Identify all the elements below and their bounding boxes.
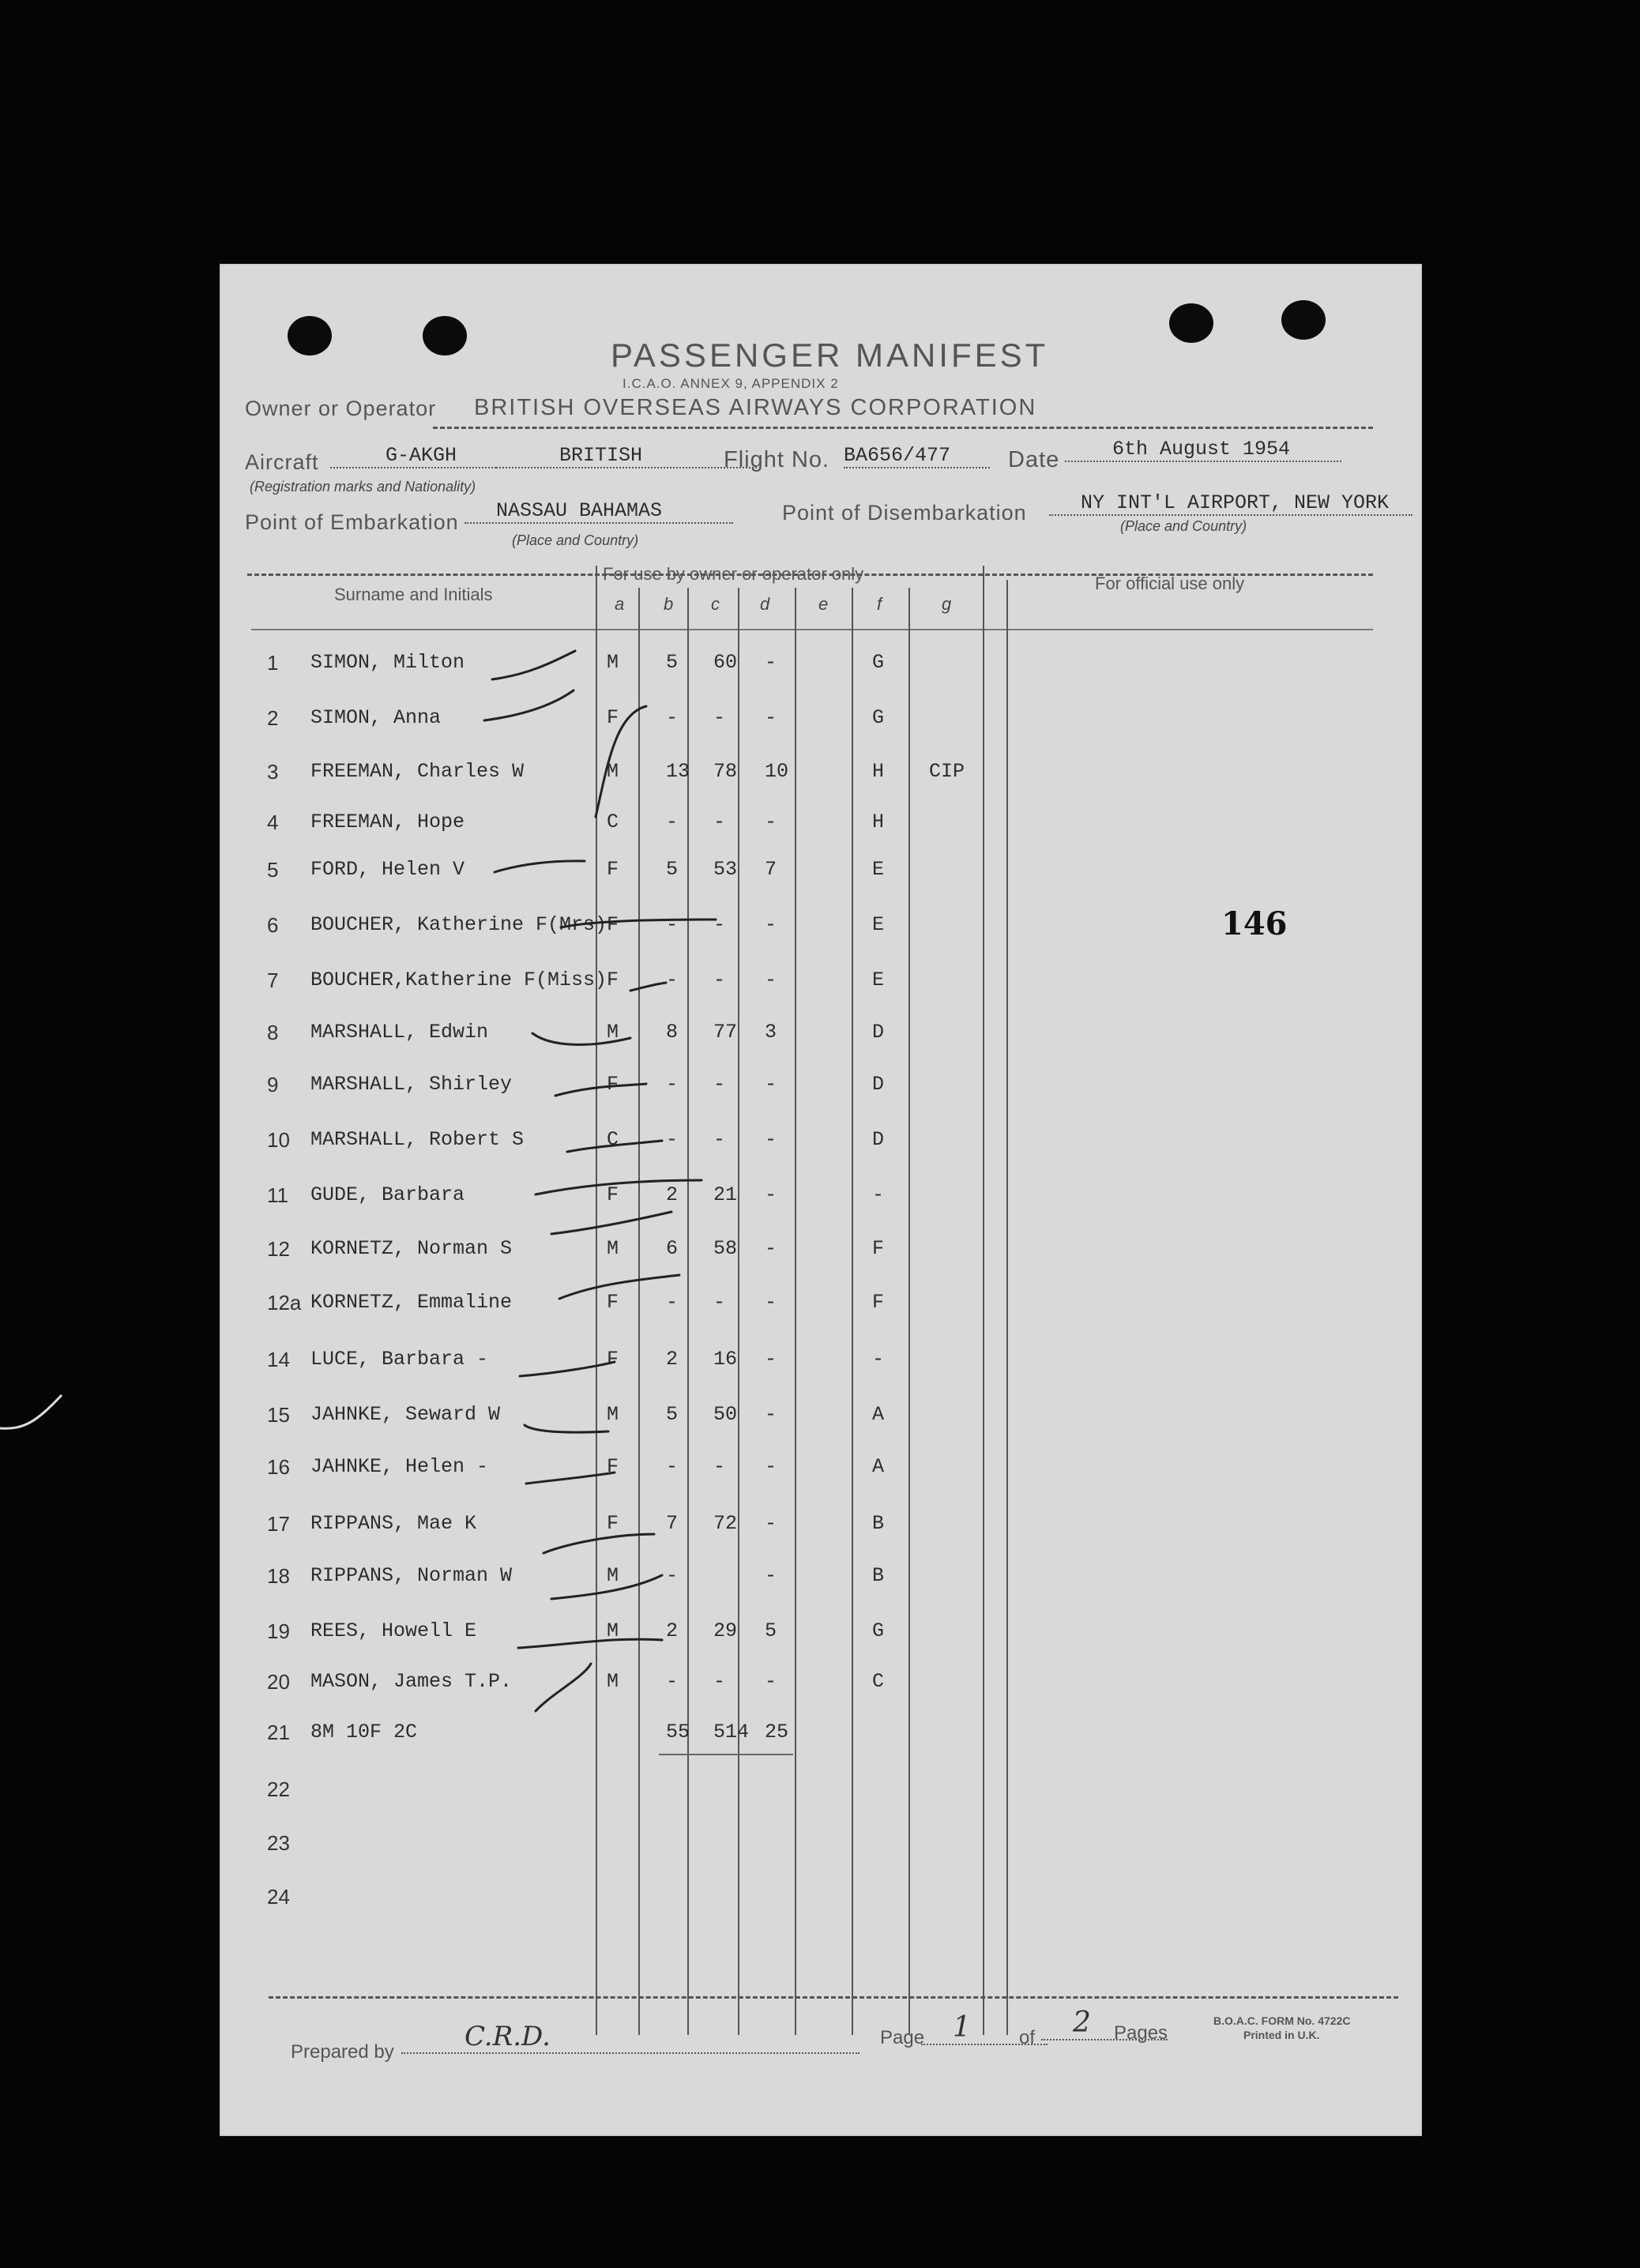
- passenger-name: JAHNKE, Helen -: [310, 1455, 489, 1478]
- col-c-value: 77: [713, 1021, 738, 1044]
- col-b-value: -: [666, 811, 679, 833]
- col-c-value: -: [713, 706, 726, 729]
- column-d-header: d: [760, 594, 770, 614]
- col-f-value: G: [872, 706, 885, 729]
- row-number: 18: [267, 1564, 290, 1588]
- col-b-value: -: [666, 1455, 679, 1478]
- official-number: 146: [1221, 905, 1288, 942]
- row-number: 8: [267, 1021, 279, 1044]
- col-f-value: B: [872, 1512, 885, 1535]
- aircraft-registration: G-AKGH: [330, 444, 496, 468]
- col-f-value: F: [872, 1291, 885, 1314]
- column-g-header: g: [942, 594, 952, 614]
- col-a-value: M: [607, 651, 619, 674]
- col-a-value: M: [607, 760, 619, 783]
- col-b-value: -: [666, 1073, 679, 1096]
- col-c-value: 29: [713, 1619, 738, 1642]
- row-number: 7: [267, 969, 279, 992]
- col-d-value: -: [765, 1073, 777, 1096]
- row-number: 2: [267, 706, 279, 730]
- col-c-value: 514: [713, 1721, 750, 1743]
- flight-label: Flight No.: [724, 447, 830, 472]
- embarkation-value: NASSAU BAHAMAS: [465, 499, 733, 524]
- passenger-name: REES, Howell E: [310, 1619, 477, 1642]
- column-f-header: f: [877, 594, 882, 614]
- col-a-value: M: [607, 1403, 619, 1426]
- col-c-value: 50: [713, 1403, 738, 1426]
- col-b-value: 2: [666, 1348, 679, 1371]
- col-d-value: -: [765, 1512, 777, 1535]
- embarkation-hint: (Place and Country): [512, 532, 639, 548]
- prepared-by-value: C.R.D.: [401, 2021, 859, 2054]
- col-c-value: 58: [713, 1237, 738, 1260]
- col-f-value: A: [872, 1455, 885, 1478]
- row-number: 12: [267, 1237, 290, 1261]
- col-a-value: F: [607, 1455, 619, 1478]
- col-c-value: -: [713, 969, 726, 991]
- pages-value: 2: [1041, 2007, 1168, 2040]
- col-c-value: -: [713, 1073, 726, 1096]
- col-f-value: -: [872, 1348, 885, 1371]
- official-use-header: For official use only: [1095, 574, 1245, 593]
- col-c-value: 53: [713, 858, 738, 881]
- col-d-value: -: [765, 1183, 777, 1206]
- prepared-by-label: Prepared by: [291, 2041, 394, 2063]
- col-d-value: -: [765, 913, 777, 936]
- col-f-value: B: [872, 1564, 885, 1587]
- col-g-value: CIP: [929, 760, 965, 783]
- date-label: Date: [1008, 447, 1060, 472]
- col-d-value: -: [765, 811, 777, 833]
- passenger-name: RIPPANS, Norman W: [310, 1564, 513, 1587]
- edge-mark: [0, 1390, 71, 1454]
- col-a-value: F: [607, 969, 619, 991]
- passenger-name: MARSHALL, Robert S: [310, 1128, 525, 1151]
- col-b-value: -: [666, 1291, 679, 1314]
- row-number: 24: [267, 1885, 290, 1909]
- passenger-name: SIMON, Anna: [310, 706, 442, 729]
- col-d-value: -: [765, 1237, 777, 1260]
- col-a-value: C: [607, 811, 619, 833]
- passenger-name: SIMON, Milton: [310, 651, 465, 674]
- embarkation-label: Point of Embarkation: [245, 510, 459, 534]
- col-c-value: -: [713, 811, 726, 833]
- column-a-header: a: [615, 594, 625, 614]
- page-title: PASSENGER MANIFEST: [611, 337, 1049, 374]
- row-number: 6: [267, 913, 279, 937]
- col-a-value: C: [607, 1128, 619, 1151]
- col-d-value: -: [765, 1564, 777, 1587]
- col-f-value: -: [872, 1183, 885, 1206]
- passenger-name: KORNETZ, Norman S: [310, 1237, 513, 1260]
- footer-rule: [269, 1996, 1398, 1999]
- col-a-value: F: [607, 1348, 619, 1371]
- col-c-value: 72: [713, 1512, 738, 1535]
- row-number: 3: [267, 760, 279, 784]
- col-a-value: F: [607, 1512, 619, 1535]
- col-d-value: -: [765, 1348, 777, 1371]
- col-f-value: D: [872, 1073, 885, 1096]
- owner-label: Owner or Operator: [245, 397, 437, 420]
- row-number: 12a: [267, 1291, 302, 1315]
- passenger-name: RIPPANS, Mae K: [310, 1512, 477, 1535]
- flight-number: BA656/477: [844, 444, 990, 468]
- col-d-value: 5: [765, 1619, 777, 1642]
- col-a-value: M: [607, 1670, 619, 1693]
- col-d-value: 7: [765, 858, 777, 881]
- row-number: 21: [267, 1721, 290, 1744]
- owner-value: BRITISH OVERSEAS AIRWAYS CORPORATION: [474, 395, 1037, 420]
- col-d-value: -: [765, 651, 777, 674]
- col-c-value: -: [713, 913, 726, 936]
- passenger-name: GUDE, Barbara: [310, 1183, 465, 1206]
- col-d-value: -: [765, 1128, 777, 1151]
- row-number: 19: [267, 1619, 290, 1643]
- col-f-value: H: [872, 811, 885, 833]
- page-value: 1: [921, 2011, 1048, 2045]
- col-c-value: -: [713, 1670, 726, 1693]
- col-f-value: C: [872, 1670, 885, 1693]
- col-f-value: G: [872, 1619, 885, 1642]
- row-number: 5: [267, 858, 279, 882]
- disembarkation-label: Point of Disembarkation: [782, 501, 1027, 525]
- row-number: 22: [267, 1777, 290, 1801]
- column-b-header: b: [664, 594, 674, 614]
- col-d-value: 3: [765, 1021, 777, 1044]
- row-number: 10: [267, 1128, 290, 1152]
- aircraft-label: Aircraft: [245, 450, 319, 474]
- owner-use-header: For use by owner or operator only: [603, 564, 864, 584]
- col-b-value: 5: [666, 858, 679, 881]
- col-f-value: E: [872, 969, 885, 991]
- passenger-name: 8M 10F 2C: [310, 1721, 418, 1743]
- col-d-value: -: [765, 969, 777, 991]
- col-f-value: D: [872, 1128, 885, 1151]
- col-b-value: 6: [666, 1237, 679, 1260]
- col-d-value: -: [765, 1403, 777, 1426]
- page-subtitle: I.C.A.O. ANNEX 9, APPENDIX 2: [623, 376, 839, 391]
- of-label: of: [1019, 2027, 1036, 2048]
- row-number: 1: [267, 651, 279, 675]
- col-d-value: -: [765, 706, 777, 729]
- col-a-value: F: [607, 1073, 619, 1096]
- col-b-value: 8: [666, 1021, 679, 1044]
- passenger-name: FREEMAN, Charles W: [310, 760, 525, 783]
- form-number: B.O.A.C. FORM No. 4722C: [1213, 2014, 1351, 2027]
- page-label: Page: [880, 2027, 925, 2048]
- col-b-value: -: [666, 913, 679, 936]
- col-f-value: G: [872, 651, 885, 674]
- col-c-value: -: [713, 1455, 726, 1478]
- passenger-name: FORD, Helen V: [310, 858, 465, 881]
- col-a-value: M: [607, 1021, 619, 1044]
- col-b-value: 55: [666, 1721, 690, 1743]
- col-b-value: 5: [666, 651, 679, 674]
- row-number: 20: [267, 1670, 290, 1694]
- passenger-name: BOUCHER, Katherine F(Mrs): [310, 913, 607, 936]
- passenger-name: MASON, James T.P.: [310, 1670, 513, 1693]
- passenger-name: LUCE, Barbara -: [310, 1348, 489, 1371]
- aircraft-nationality: BRITISH: [496, 444, 757, 468]
- check-marks: [220, 264, 1422, 2136]
- col-f-value: D: [872, 1021, 885, 1044]
- col-f-value: H: [872, 760, 885, 783]
- pages-label: Pages: [1114, 2022, 1168, 2044]
- col-a-value: F: [607, 858, 619, 881]
- col-b-value: -: [666, 1670, 679, 1693]
- col-f-value: F: [872, 1237, 885, 1260]
- col-f-value: E: [872, 913, 885, 936]
- passenger-name: MARSHALL, Edwin: [310, 1021, 489, 1044]
- col-a-value: F: [607, 706, 619, 729]
- col-b-value: 13: [666, 760, 690, 783]
- col-b-value: 2: [666, 1619, 679, 1642]
- col-a-value: F: [607, 1183, 619, 1206]
- passenger-name: MARSHALL, Shirley: [310, 1073, 513, 1096]
- printed-in: Printed in U.K.: [1243, 2029, 1320, 2041]
- col-d-value: 25: [765, 1721, 789, 1743]
- col-a-value: M: [607, 1619, 619, 1642]
- passenger-name: JAHNKE, Seward W: [310, 1403, 501, 1426]
- col-b-value: -: [666, 969, 679, 991]
- col-d-value: -: [765, 1670, 777, 1693]
- col-b-value: -: [666, 1564, 679, 1587]
- row-number: 17: [267, 1512, 290, 1536]
- col-d-value: -: [765, 1291, 777, 1314]
- col-b-value: 2: [666, 1183, 679, 1206]
- surname-header: Surname and Initials: [334, 585, 493, 604]
- col-c-value: 60: [713, 651, 738, 674]
- row-number: 23: [267, 1831, 290, 1855]
- col-c-value: 21: [713, 1183, 738, 1206]
- col-a-value: M: [607, 1564, 619, 1587]
- col-c-value: 78: [713, 760, 738, 783]
- col-d-value: 10: [765, 760, 789, 783]
- col-a-value: M: [607, 1237, 619, 1260]
- col-c-value: -: [713, 1128, 726, 1151]
- col-c-value: -: [713, 1291, 726, 1314]
- col-d-value: -: [765, 1455, 777, 1478]
- row-number: 15: [267, 1403, 290, 1427]
- col-b-value: 5: [666, 1403, 679, 1426]
- col-a-value: F: [607, 1291, 619, 1314]
- passenger-name: FREEMAN, Hope: [310, 811, 465, 833]
- passenger-name: BOUCHER,Katherine F(Miss): [310, 969, 607, 991]
- date-value: 6th August 1954: [1065, 438, 1341, 462]
- aircraft-hint: (Registration marks and Nationality): [250, 479, 476, 495]
- col-b-value: -: [666, 706, 679, 729]
- disembarkation-hint: (Place and Country): [1120, 518, 1247, 534]
- row-number: 14: [267, 1348, 290, 1371]
- col-f-value: E: [872, 858, 885, 881]
- passenger-name: KORNETZ, Emmaline: [310, 1291, 513, 1314]
- manifest-sheet: [220, 264, 1422, 2136]
- col-b-value: 7: [666, 1512, 679, 1535]
- col-b-value: -: [666, 1128, 679, 1151]
- col-f-value: A: [872, 1403, 885, 1426]
- row-number: 9: [267, 1073, 279, 1096]
- column-e-header: e: [818, 594, 829, 614]
- col-c-value: 16: [713, 1348, 738, 1371]
- col-a-value: F: [607, 913, 619, 936]
- disembarkation-value: NY INT'L AIRPORT, NEW YORK: [1049, 491, 1412, 516]
- column-c-header: c: [711, 594, 720, 614]
- row-number: 11: [267, 1183, 288, 1207]
- row-number: 16: [267, 1455, 290, 1479]
- row-number: 4: [267, 811, 279, 834]
